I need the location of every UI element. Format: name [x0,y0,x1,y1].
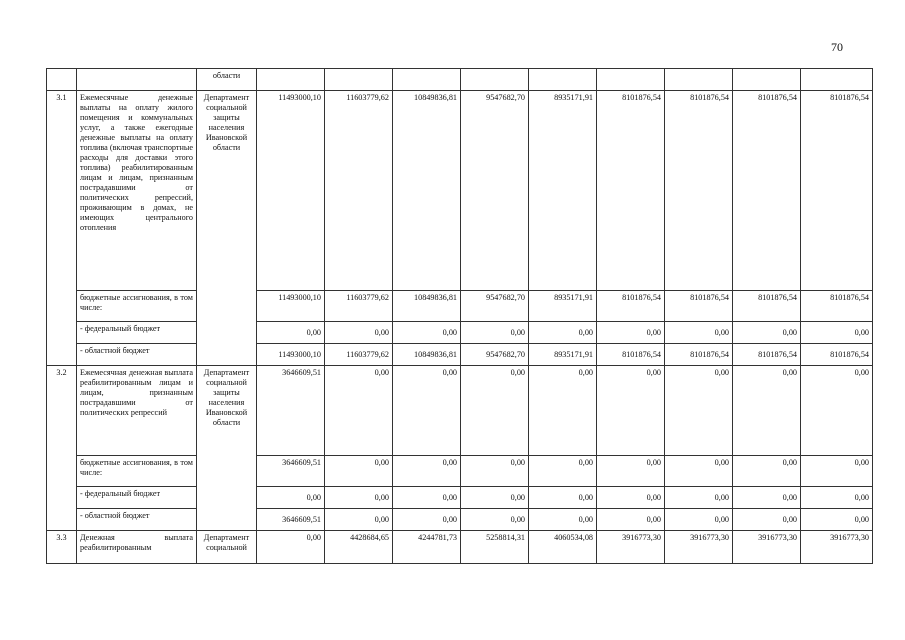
table-row [47,509,873,531]
row-description: Денежная выплата реабилитированным [77,531,197,564]
value-cell: 3916773,30 [801,531,873,564]
value-cell: 8935171,91 [529,291,597,322]
value-cell: 0,00 [257,322,325,344]
row-label: - областной бюджет [77,344,197,366]
value-cell: 8101876,54 [597,344,665,366]
value-cell: 0,00 [325,322,393,344]
table-row [47,291,873,322]
value-cell: 0,00 [665,366,733,456]
value-cell: 0,00 [461,322,529,344]
row-description: Ежемесячная денежная выплата реабилитированным лицам и лицам, признанным пострадавшими от политических репрессий [77,366,197,456]
value-cell: 11603779,62 [325,291,393,322]
continuation-row [47,69,873,91]
value-cell: 0,00 [325,456,393,487]
value-cell: 0,00 [801,487,873,509]
table-row [47,91,873,291]
value-cell: 0,00 [733,322,801,344]
table-row [47,456,873,487]
value-cell: 0,00 [529,487,597,509]
value-cell: 0,00 [529,456,597,487]
value-cell: 9547682,70 [461,291,529,322]
budget-table [46,68,873,564]
value-cell: 8101876,54 [665,344,733,366]
value-cell: 11493000,10 [257,344,325,366]
value-cell: 0,00 [529,322,597,344]
value-cell: 0,00 [325,509,393,531]
row-label: бюджетные ассигнования, в том числе: [77,291,197,322]
value-cell: 0,00 [597,487,665,509]
value-cell: 5258814,31 [461,531,529,564]
value-cell: 0,00 [325,487,393,509]
value-cell: 0,00 [393,487,461,509]
row-number: 3.2 [47,366,77,531]
value-cell: 11603779,62 [325,91,393,291]
value-cell: 3916773,30 [597,531,665,564]
page-number: 70 [831,40,843,54]
value-cell: 0,00 [801,366,873,456]
value-cell: 9547682,70 [461,344,529,366]
value-cell: 8935171,91 [529,344,597,366]
value-cell: 0,00 [801,456,873,487]
table-row [47,366,873,456]
row-number: 3.1 [47,91,77,366]
value-cell: 0,00 [393,456,461,487]
value-cell: 0,00 [461,509,529,531]
value-cell: 0,00 [665,509,733,531]
value-cell: 9547682,70 [461,91,529,291]
value-cell: 0,00 [257,531,325,564]
row-description: Ежемесячные денежные выплаты на оплату жилого помещения и коммунальных услуг, а также ежегодные денежные выплаты на оплату топлива (включая транспортные расходы для доставки этого топлива) реабилитированным лицам и лицам, признанным пострадавшими от политических репрессий, проживающим в домах, не имеющих центрального отопления [77,91,197,291]
value-cell: 0,00 [461,487,529,509]
value-cell: 0,00 [733,456,801,487]
value-cell: 0,00 [597,322,665,344]
value-cell: 8101876,54 [665,91,733,291]
value-cell: 0,00 [597,509,665,531]
row-label: - федеральный бюджет [77,322,197,344]
value-cell: 4428684,65 [325,531,393,564]
value-cell: 3646609,51 [257,366,325,456]
value-cell: 0,00 [393,322,461,344]
value-cell: 10849836,81 [393,291,461,322]
value-cell: 11603779,62 [325,344,393,366]
row-executor: Департамент социальной защиты населения Ивановской области [197,366,257,531]
value-cell: 3646609,51 [257,456,325,487]
value-cell: 8101876,54 [801,344,873,366]
row-label: бюджетные ассигнования, в том числе: [77,456,197,487]
table-row [47,322,873,344]
value-cell: 0,00 [733,509,801,531]
value-cell: 4060534,08 [529,531,597,564]
value-cell: 10849836,81 [393,91,461,291]
value-cell: 0,00 [257,487,325,509]
value-cell: 0,00 [393,366,461,456]
table-row [47,344,873,366]
row-label: - федеральный бюджет [77,487,197,509]
value-cell: 0,00 [529,366,597,456]
row-executor: Департамент социальной [197,531,257,564]
value-cell: 3646609,51 [257,509,325,531]
value-cell: 8101876,54 [665,291,733,322]
value-cell: 0,00 [461,366,529,456]
value-cell: 8935171,91 [529,91,597,291]
row-number: 3.3 [47,531,77,564]
value-cell: 8101876,54 [597,291,665,322]
value-cell: 3916773,30 [733,531,801,564]
row-executor: Департамент социальной защиты населения Ивановской области [197,91,257,366]
value-cell: 8101876,54 [801,291,873,322]
value-cell: 8101876,54 [733,91,801,291]
value-cell: 8101876,54 [733,291,801,322]
value-cell: 0,00 [801,322,873,344]
value-cell: 0,00 [733,366,801,456]
value-cell: 0,00 [801,509,873,531]
value-cell: 0,00 [665,322,733,344]
value-cell: 4244781,73 [393,531,461,564]
value-cell: 0,00 [529,509,597,531]
value-cell: 0,00 [733,487,801,509]
value-cell: 0,00 [665,456,733,487]
executor-cell: области [197,69,257,91]
num-cell [47,69,77,91]
value-cell: 0,00 [393,509,461,531]
table-row [47,487,873,509]
value-cell: 8101876,54 [597,91,665,291]
value-cell: 11493000,10 [257,291,325,322]
value-cell: 10849836,81 [393,344,461,366]
value-cell: 8101876,54 [801,91,873,291]
value-cell: 8101876,54 [733,344,801,366]
value-cell: 0,00 [597,456,665,487]
value-cell: 0,00 [597,366,665,456]
description-cell [77,69,197,91]
value-cell: 0,00 [665,487,733,509]
value-cell: 0,00 [325,366,393,456]
value-cell: 3916773,30 [665,531,733,564]
row-label: - областной бюджет [77,509,197,531]
value-cell: 0,00 [461,456,529,487]
value-cell: 11493000,10 [257,91,325,291]
table-row [47,531,873,564]
